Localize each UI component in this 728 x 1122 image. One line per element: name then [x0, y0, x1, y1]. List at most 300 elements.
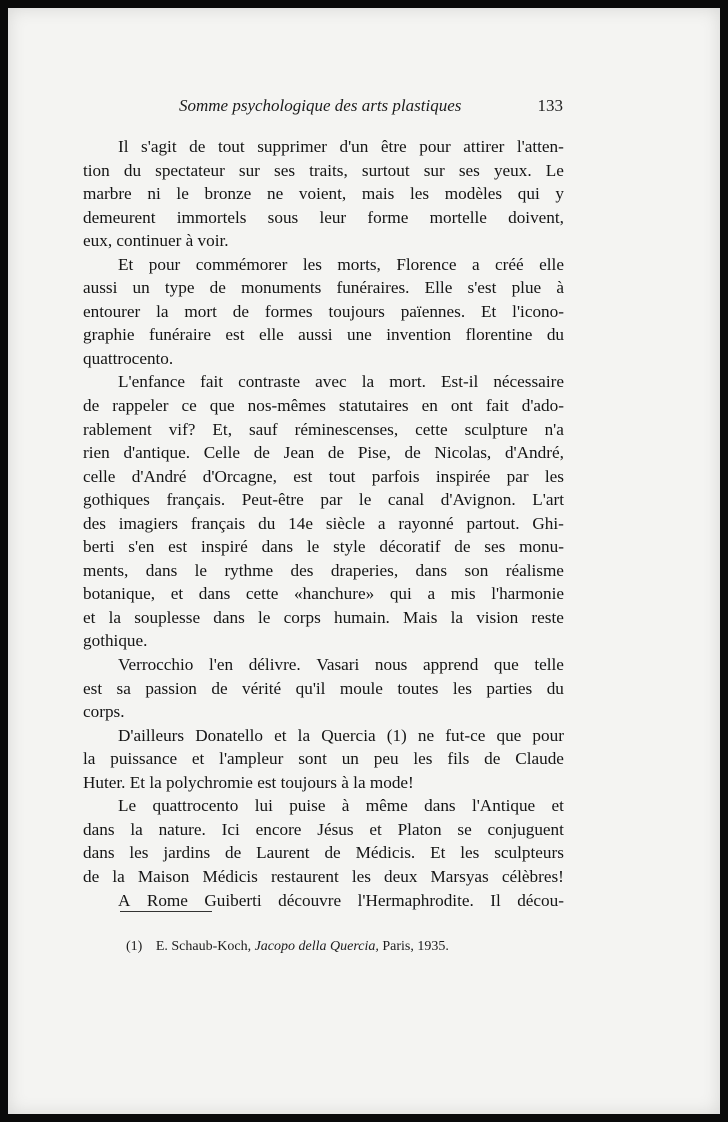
text-line	[83, 747, 564, 771]
word: être	[380, 137, 407, 156]
word: d'Avignon.	[440, 490, 516, 510]
word: que	[496, 725, 522, 745]
word: mortelle	[429, 207, 487, 227]
word: les	[544, 466, 564, 486]
word: souplesse	[134, 607, 201, 627]
text-line	[83, 370, 564, 394]
word: le	[358, 490, 372, 510]
word: ses	[274, 160, 296, 180]
word: de	[253, 443, 270, 463]
word: a	[427, 584, 436, 604]
word: formes	[264, 301, 313, 321]
word: berti	[83, 537, 115, 557]
word: L'art	[532, 490, 564, 510]
word: découvre	[278, 890, 342, 910]
word: tout	[217, 137, 245, 156]
word: l'Hermaphrodite.	[357, 890, 474, 910]
word: s'agit	[141, 137, 177, 156]
word: monu-	[519, 537, 564, 557]
word: Quercia	[321, 725, 376, 745]
word: et	[191, 749, 205, 769]
text-line	[83, 159, 564, 183]
word: ont	[450, 396, 473, 416]
word: d'Orcagne,	[202, 466, 277, 486]
word: forme	[367, 207, 409, 227]
word: Maison	[137, 866, 190, 886]
word: botanique,	[83, 584, 156, 604]
word: tout	[328, 466, 356, 486]
word: Jésus	[317, 819, 354, 839]
word: Celle	[203, 443, 240, 463]
word: D'ailleurs	[118, 725, 185, 745]
text-line	[83, 135, 564, 159]
word: sculpture	[464, 419, 528, 439]
word: contraste	[238, 372, 301, 392]
word: gothiques	[83, 490, 150, 510]
word: les	[413, 749, 433, 769]
text-line: Huter. Et la polychromie est toujours à la mode!	[83, 772, 414, 792]
word: est	[293, 466, 313, 486]
word: plue	[511, 278, 542, 298]
word: inspirée	[435, 466, 491, 486]
word: partout.	[466, 513, 520, 533]
word: fait	[485, 396, 509, 416]
word: mais	[361, 184, 395, 204]
word: rappeler	[112, 396, 169, 416]
word: Et	[430, 843, 446, 863]
word: toutes	[397, 678, 439, 698]
word: qui	[389, 584, 412, 604]
word: dans	[145, 560, 178, 580]
footnote-title: Jacopo della Quercia,	[254, 939, 379, 954]
word: parfois	[371, 466, 420, 486]
word: a	[377, 513, 386, 533]
word: la	[361, 372, 375, 392]
word: dans	[213, 607, 245, 627]
text-line	[83, 889, 564, 913]
word: cette	[415, 419, 448, 439]
word: que	[209, 396, 235, 416]
text-line: eux, continuer à voir.	[83, 231, 229, 251]
word: Jean	[283, 443, 315, 463]
word: l'icono-	[512, 301, 564, 321]
word: décou-	[517, 890, 564, 910]
word: les	[452, 678, 472, 698]
word: supprimer	[257, 137, 327, 156]
word: l'Antique	[471, 796, 536, 816]
word: la	[112, 866, 125, 886]
word: voient,	[298, 184, 347, 204]
word: aussi	[83, 278, 118, 298]
word: de	[211, 678, 228, 698]
word: Et,	[212, 419, 232, 439]
word: fut-ce	[445, 725, 486, 745]
word: nous	[374, 655, 408, 675]
word: n'a	[544, 419, 564, 439]
word: une	[346, 325, 372, 345]
word: en	[421, 396, 438, 416]
text-line	[83, 724, 564, 748]
word: Le	[545, 160, 564, 180]
word: A	[118, 890, 131, 910]
word: à	[556, 278, 564, 298]
word: restaurent	[270, 866, 339, 886]
word: sculpteurs	[494, 843, 564, 863]
text-line	[83, 677, 564, 701]
word: apprend	[422, 655, 479, 675]
word: sa	[116, 678, 131, 698]
word: humain.	[333, 607, 390, 627]
word: yeux.	[493, 160, 532, 180]
word: d'ado-	[521, 396, 564, 416]
word: ne	[417, 725, 435, 745]
word: que	[493, 655, 519, 675]
word: attirer	[463, 137, 505, 156]
word: modèles	[444, 184, 503, 204]
text-line	[83, 535, 564, 559]
word: s'en	[128, 537, 155, 557]
word: parties	[486, 678, 533, 698]
word: Pise,	[357, 443, 391, 463]
word: peu	[373, 749, 399, 769]
footnote-marker: (1)	[126, 939, 143, 954]
word: tion	[83, 160, 110, 180]
word: païennes.	[400, 301, 466, 321]
word: les	[302, 254, 322, 274]
word: qu'il	[295, 678, 326, 698]
word: entourer	[83, 301, 141, 321]
text-line	[83, 606, 564, 630]
word: s'est	[467, 278, 497, 298]
word: Et	[118, 254, 134, 274]
word: L'enfance	[118, 372, 186, 392]
word: de	[232, 301, 249, 321]
word: Peut-être	[241, 490, 304, 510]
word: Il	[118, 137, 129, 156]
word: de	[327, 443, 345, 463]
word: pour	[148, 254, 181, 274]
word: inspiré	[201, 537, 248, 557]
word: nature.	[158, 819, 206, 839]
word: Elle	[424, 278, 453, 298]
word: de	[83, 396, 100, 416]
word: draperies,	[330, 560, 399, 580]
word: la	[450, 607, 463, 627]
word: sous	[267, 207, 299, 227]
word: morts,	[337, 254, 381, 274]
word: du	[258, 513, 276, 533]
word: à	[341, 796, 350, 816]
word: est	[83, 678, 103, 698]
word: et	[551, 796, 564, 816]
word: délivre.	[248, 655, 301, 675]
word: mort	[184, 301, 217, 321]
word: sur	[423, 160, 445, 180]
page-number: 133	[537, 96, 563, 115]
word: sont	[298, 749, 327, 769]
word: Mais	[403, 607, 438, 627]
text-line	[83, 794, 564, 818]
word: Ghi-	[532, 513, 564, 533]
body-text	[83, 135, 564, 912]
text-line	[83, 182, 564, 206]
footnote-rule	[120, 911, 212, 912]
word: traits,	[309, 160, 348, 180]
word: spectateur	[155, 160, 225, 180]
word: Le	[118, 796, 137, 816]
word: fait	[200, 372, 223, 392]
word: son	[464, 560, 489, 580]
word: (1)	[386, 725, 407, 745]
word: qui	[517, 184, 540, 204]
text-line	[83, 418, 564, 442]
word: puise	[289, 796, 326, 816]
word: d'André,	[504, 443, 564, 463]
word: moule	[339, 678, 383, 698]
word: et	[83, 607, 96, 627]
text-line	[83, 465, 564, 489]
text-line: quattrocento.	[83, 348, 174, 368]
word: Ici	[221, 819, 240, 839]
word: ses	[484, 537, 506, 557]
word: Platon	[397, 819, 442, 839]
word: mis	[450, 584, 476, 604]
word: deux	[384, 866, 418, 886]
text-line	[83, 559, 564, 583]
text-line	[83, 818, 564, 842]
word: graphie	[83, 325, 135, 345]
word: vérité	[242, 678, 282, 698]
text-line	[83, 253, 564, 277]
word: de	[484, 749, 501, 769]
word: doivent,	[508, 207, 564, 227]
word: de	[225, 843, 242, 863]
word: monuments	[241, 278, 322, 298]
text-line: corps.	[83, 702, 125, 722]
word: la	[130, 819, 143, 839]
word: nos-mêmes	[247, 396, 326, 416]
word: telle	[534, 655, 564, 675]
word: canal	[387, 490, 425, 510]
word: et	[274, 725, 287, 745]
word: et	[170, 584, 184, 604]
text-line	[83, 394, 564, 418]
text-line	[83, 276, 564, 300]
word: vision	[476, 607, 519, 627]
text-line	[83, 653, 564, 677]
word: Il	[490, 890, 501, 910]
word: pour	[419, 137, 451, 156]
word: ses	[458, 160, 480, 180]
word: style	[333, 537, 366, 557]
text-line: gothique.	[83, 631, 148, 651]
word: lui	[254, 796, 273, 816]
word: le	[257, 607, 271, 627]
word: dans	[83, 843, 115, 863]
word: 14e	[288, 513, 313, 533]
running-title: Somme psychologique des arts plastiques	[179, 96, 462, 115]
word: Rome	[146, 890, 188, 910]
text-line	[83, 488, 564, 512]
word: réminescenses,	[294, 419, 399, 439]
word: le	[176, 184, 189, 204]
word: de	[189, 137, 206, 156]
text-line	[83, 512, 564, 536]
word: du	[546, 325, 564, 345]
word: du	[546, 678, 564, 698]
word: est	[168, 537, 188, 557]
word: vif?	[168, 419, 196, 439]
word: leur	[319, 207, 347, 227]
word: décoratif	[379, 537, 441, 557]
word: créé	[495, 254, 524, 274]
word: immortels	[176, 207, 247, 227]
word: de	[324, 843, 341, 863]
word: corps	[283, 607, 321, 627]
text-line	[83, 300, 564, 324]
word: d'antique.	[123, 443, 191, 463]
word: Claude	[515, 749, 564, 769]
footnote	[126, 939, 546, 955]
word: Marsyas	[430, 866, 489, 886]
word: commémorer	[195, 254, 288, 274]
word: français	[190, 513, 246, 533]
word: rablement	[83, 419, 152, 439]
word: mort.	[389, 372, 426, 392]
text-line	[83, 841, 564, 865]
word: surtout	[361, 160, 410, 180]
word: même	[365, 796, 408, 816]
word: réalisme	[505, 560, 564, 580]
word: français.	[166, 490, 226, 510]
word: dans	[198, 584, 231, 604]
text-line	[83, 441, 564, 465]
text-line	[83, 323, 564, 347]
word: les	[129, 843, 149, 863]
word: Laurent	[256, 843, 310, 863]
word: la	[156, 301, 169, 321]
word: ments,	[83, 560, 129, 580]
text-line	[83, 865, 564, 889]
word: sauf	[248, 419, 278, 439]
word: d'André	[131, 466, 187, 486]
word: avec	[315, 372, 347, 392]
word: jardins	[163, 843, 211, 863]
word: des	[290, 560, 314, 580]
word: de	[209, 278, 226, 298]
word: par	[320, 490, 343, 510]
word: rythme	[224, 560, 274, 580]
word: la	[83, 749, 96, 769]
word: d'un	[339, 137, 369, 156]
word: l'ampleur	[219, 749, 284, 769]
word: marbre	[83, 184, 132, 204]
word: rien	[83, 443, 110, 463]
word: elle	[258, 325, 284, 345]
word: Vasari	[316, 655, 360, 675]
word: dans	[83, 819, 115, 839]
word: funéraires.	[336, 278, 410, 298]
word: bronze	[204, 184, 252, 204]
word: puissance	[110, 749, 178, 769]
word: de	[83, 866, 100, 886]
word: dans	[424, 796, 456, 816]
word: Et	[481, 301, 497, 321]
book-page	[8, 8, 720, 1114]
word: l'en	[209, 655, 234, 675]
word: les	[460, 843, 480, 863]
word: par	[506, 466, 529, 486]
word: invention	[386, 325, 452, 345]
footnote-publication: Paris, 1935.	[382, 939, 449, 954]
word: passion	[145, 678, 197, 698]
word: la	[297, 725, 311, 745]
word: statutaires	[338, 396, 409, 416]
word: le	[306, 537, 320, 557]
word: aussi	[298, 325, 333, 345]
word: funéraire	[148, 325, 211, 345]
word: se	[457, 819, 472, 839]
word: l'harmonie	[491, 584, 564, 604]
word: dans	[261, 537, 294, 557]
word: le	[194, 560, 208, 580]
word: de	[404, 443, 421, 463]
word: les	[410, 184, 430, 204]
word: celle	[83, 466, 116, 486]
word: l'atten-	[516, 137, 564, 156]
word: célèbres!	[501, 866, 564, 886]
word: florentine	[465, 325, 533, 345]
word: sur	[238, 160, 260, 180]
word: ni	[147, 184, 161, 204]
word: Médicis.	[355, 843, 416, 863]
word: ne	[266, 184, 284, 204]
word: Florence	[396, 254, 457, 274]
word: Nicolas,	[434, 443, 492, 463]
word: et	[369, 819, 382, 839]
word: «hanchure»	[294, 584, 375, 604]
word: Donatello	[195, 725, 264, 745]
word: ce	[181, 396, 197, 416]
word: un	[132, 278, 150, 298]
word: demeurent	[83, 207, 156, 227]
word: fils	[447, 749, 470, 769]
word: elle	[539, 254, 564, 274]
footnote-author: E. Schaub-Koch,	[155, 939, 252, 954]
word: la	[108, 607, 121, 627]
word: type	[164, 278, 195, 298]
word: y	[555, 184, 564, 204]
word: siècle	[325, 513, 365, 533]
word: Verrocchio	[118, 655, 194, 675]
word: des	[83, 513, 106, 533]
word: Guiberti	[204, 890, 262, 910]
word: conjuguent	[487, 819, 564, 839]
word: un	[341, 749, 359, 769]
word: pour	[532, 725, 564, 745]
word: quattrocento	[152, 796, 239, 816]
word: a	[471, 254, 480, 274]
word: Médicis	[202, 866, 258, 886]
word: imagiers	[118, 513, 178, 533]
text-line	[83, 582, 564, 606]
word: reste	[531, 607, 564, 627]
word: cette	[245, 584, 279, 604]
word: Est-il	[441, 372, 479, 392]
text-line	[83, 206, 564, 230]
word: les	[351, 866, 371, 886]
word: de	[454, 537, 471, 557]
